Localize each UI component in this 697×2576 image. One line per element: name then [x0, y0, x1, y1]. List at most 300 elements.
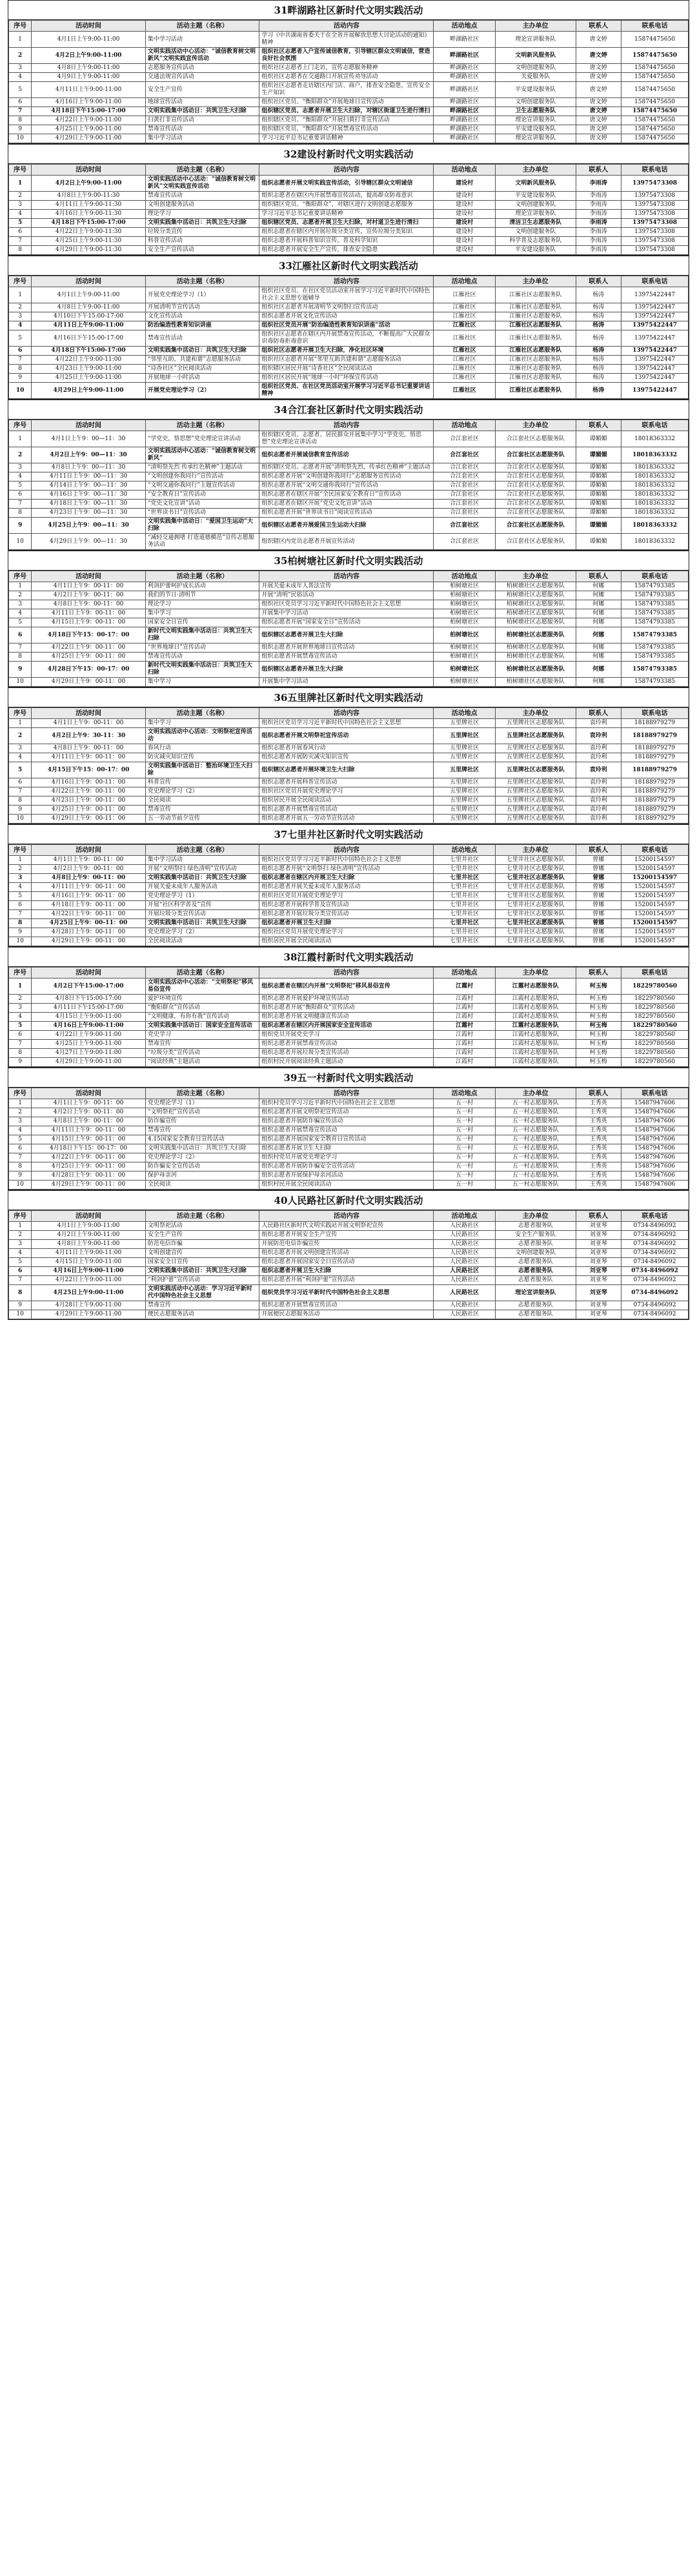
- table-row: [9, 719, 689, 728]
- cell-time: 4月1日上午9：00-11：00: [32, 856, 146, 865]
- cell-place: 畔湖路社区: [434, 125, 496, 134]
- cell-tel: 15487947606: [621, 1144, 689, 1153]
- cell-org: 七里井社区志愿服务队: [495, 937, 576, 946]
- cell-content: 组织志愿者开展防诈骗安全宣传活动: [259, 1162, 434, 1171]
- cell-tel: 15874475650: [621, 116, 689, 125]
- cell-person: 何娜: [576, 609, 621, 618]
- cell-time: 4月28日上午9：00-11：00: [32, 928, 146, 937]
- column-header: 活动时间: [32, 968, 146, 979]
- cell-person: 杨涛: [576, 312, 621, 321]
- table-row: [9, 447, 689, 463]
- cell-org: 江霞村志愿服务队: [495, 979, 576, 995]
- cell-n: 10: [9, 937, 32, 946]
- cell-tel: 18018363332: [621, 472, 689, 482]
- column-header: 活动主题（名称）: [145, 276, 259, 287]
- cell-place: 建设村: [434, 246, 496, 255]
- cell-org: 五一村志愿服务队: [495, 1099, 576, 1108]
- cell-time: 4月25日上午9:00-11:00: [32, 374, 146, 383]
- cell-n: 7: [9, 1040, 32, 1049]
- cell-n: 1: [9, 1222, 32, 1231]
- cell-org: 江霞村志愿服务队: [495, 1004, 576, 1013]
- table-row: [9, 321, 689, 330]
- cell-place: 五一村: [434, 1099, 496, 1108]
- cell-org: 合江套社区志愿服务队: [495, 447, 576, 463]
- cell-tel: 15200154597: [621, 874, 689, 883]
- column-header: 联系人: [576, 708, 621, 719]
- cell-content: 组织辖区党员、志愿者开展卫生大扫除，对村道卫生进行清扫: [259, 219, 434, 228]
- cell-tel: 13975422447: [621, 347, 689, 356]
- cell-place: 七里井社区: [434, 919, 496, 928]
- column-header: 活动地点: [434, 708, 496, 719]
- cell-place: 柏树塘社区: [434, 627, 496, 644]
- cell-n: 8: [9, 1285, 32, 1301]
- cell-theme: “衡阳群众”宣传活动: [145, 1004, 259, 1013]
- cell-n: 7: [9, 107, 32, 116]
- cell-theme: 党史理论学习（2）: [145, 1153, 259, 1162]
- cell-place: 柏树塘社区: [434, 582, 496, 591]
- cell-place: 五一村: [434, 1181, 496, 1190]
- cell-place: 畔湖路社区: [434, 107, 496, 116]
- cell-tel: 18018363332: [621, 491, 689, 500]
- activity-table: [8, 276, 689, 399]
- table-header-row: [9, 21, 689, 32]
- cell-tel: 18229780560: [621, 1031, 689, 1040]
- cell-theme: 集中学习活动: [145, 856, 259, 865]
- column-header: 活动内容: [259, 165, 434, 176]
- cell-theme: 禁毒宣传: [145, 1040, 259, 1049]
- column-header: 活动内容: [259, 1088, 434, 1099]
- cell-time: 4月25日上午9:00-11:00: [32, 1285, 146, 1301]
- cell-theme: 文明实践集中活动日：共筑卫生大扫除: [145, 107, 259, 116]
- section-title: 31畔湖路社区新时代文明实践活动: [8, 1, 689, 20]
- cell-tel: 18018363332: [621, 509, 689, 518]
- cell-theme: 禁毒宣传: [145, 806, 259, 815]
- table-row: [9, 176, 689, 192]
- table-row: [9, 1153, 689, 1162]
- column-header: 活动主题（名称）: [145, 571, 259, 582]
- cell-tel: 15487947606: [621, 1099, 689, 1108]
- cell-tel: 15487947606: [621, 1153, 689, 1162]
- cell-person: 柯玉梅: [576, 1049, 621, 1058]
- cell-content: 组织志愿者在辖区内开展卫生大扫除: [259, 874, 434, 883]
- cell-theme: 新时代文明实践集中活动日：共筑卫生大扫除: [145, 662, 259, 678]
- cell-org: 五一村志愿服务队: [495, 1162, 576, 1171]
- column-header: 活动内容: [259, 571, 434, 582]
- cell-theme: “安全教育日”宣传活动: [145, 491, 259, 500]
- column-header: 活动时间: [32, 845, 146, 856]
- cell-person: 何娜: [576, 644, 621, 653]
- cell-content: 组织志愿者开展卫生大扫除: [259, 1144, 434, 1153]
- cell-tel: 13975422447: [621, 312, 689, 321]
- cell-n: 2: [9, 728, 32, 744]
- table-row: [9, 192, 689, 201]
- cell-time: 4月29日上午9：00-11：00: [32, 815, 146, 824]
- table-row: [9, 662, 689, 678]
- cell-content: 组织居民开展全民阅读活动: [259, 796, 434, 806]
- table-row: [9, 134, 689, 143]
- cell-tel: 0734-8496092: [621, 1276, 689, 1285]
- column-header: 活动主题（名称）: [145, 165, 259, 176]
- cell-content: 组织志愿者开展文明实践宣传活动，引导辖区群众文明诚信: [259, 176, 434, 192]
- cell-theme: 文明实践活动中心活动：学习习近平新时代中国特色社会主义思想: [145, 1285, 259, 1301]
- cell-time: 4月16日上午9:00-11:00: [32, 1022, 146, 1031]
- cell-time: 4月25日上午9：00-11：00: [32, 1162, 146, 1171]
- cell-org: 柏树塘社区志愿服务队: [495, 678, 576, 687]
- table-row: [9, 865, 689, 874]
- cell-time: 4月29日上午9:00-11:00: [32, 1058, 146, 1067]
- cell-person: 杨涛: [576, 303, 621, 312]
- cell-place: 合江套社区: [434, 518, 496, 534]
- cell-content: 组织党员学习习近平新时代中国特色社会主义思想: [259, 1285, 434, 1301]
- cell-n: 4: [9, 609, 32, 618]
- cell-n: 8: [9, 509, 32, 518]
- section-title: 40人民路社区新时代文明实践活动: [8, 1191, 689, 1210]
- cell-time: 4月22日上午9：00-11：00: [32, 787, 146, 796]
- cell-time: 4月29日上午9:00-11:00: [32, 383, 146, 399]
- cell-content: 组织志愿者开展国家安全日宣传活动: [259, 1258, 434, 1267]
- cell-place: 江霞村: [434, 1022, 496, 1031]
- table-row: [9, 937, 689, 946]
- table-row: [9, 1108, 689, 1117]
- cell-person: 柯玉梅: [576, 1040, 621, 1049]
- cell-person: 唐文婷: [576, 98, 621, 107]
- cell-org: 江霞村志愿服务队: [495, 1040, 576, 1049]
- cell-n: 5: [9, 762, 32, 778]
- cell-person: 谭媚媚: [576, 500, 621, 509]
- cell-place: 江雁社区: [434, 303, 496, 312]
- cell-person: 袁玲利: [576, 719, 621, 728]
- activity-table: [8, 1210, 689, 1319]
- activity-table: [8, 20, 689, 143]
- section: [8, 551, 689, 687]
- column-header: 序号: [9, 420, 32, 431]
- column-header: 活动地点: [434, 571, 496, 582]
- column-header: 联系电话: [621, 968, 689, 979]
- cell-person: 唐文婷: [576, 107, 621, 116]
- table-row: [9, 1267, 689, 1276]
- cell-org: 文明创建服务队: [495, 201, 576, 210]
- cell-theme: 禁毒宣传: [145, 1301, 259, 1310]
- cell-theme: 交通法规宣传活动: [145, 73, 259, 82]
- cell-content: 组织志愿者开展文明祭祀宣传活动: [259, 728, 434, 744]
- cell-n: 4: [9, 1249, 32, 1258]
- column-header: 联系电话: [621, 276, 689, 287]
- cell-content: 组织社区志愿者开展清明节文明祭扫宣传活动: [259, 303, 434, 312]
- cell-org: 五里牌社区志愿服务队: [495, 744, 576, 753]
- cell-n: 6: [9, 778, 32, 787]
- cell-org: 五一村志愿服务队: [495, 1144, 576, 1153]
- cell-org: 江霞村志愿服务队: [495, 1058, 576, 1067]
- cell-n: 10: [9, 134, 32, 143]
- cell-n: 2: [9, 48, 32, 64]
- table-row: [9, 32, 689, 48]
- cell-time: 4月18日上午9：00-11：00: [32, 901, 146, 910]
- cell-org: 合江套社区志愿服务队: [495, 534, 576, 550]
- cell-org: 柏树塘社区志愿服务队: [495, 591, 576, 600]
- cell-place: 人民路社区: [434, 1231, 496, 1240]
- cell-org: 五里牌社区志愿服务队: [495, 806, 576, 815]
- cell-n: 4: [9, 321, 32, 330]
- cell-n: 7: [9, 787, 32, 796]
- cell-time: 4月2日上午9:00-11:00: [32, 176, 146, 192]
- table-row: [9, 246, 689, 255]
- cell-place: 合江套社区: [434, 463, 496, 472]
- cell-n: 1: [9, 719, 32, 728]
- cell-tel: 13975473308: [621, 219, 689, 228]
- cell-tel: 15874475650: [621, 82, 689, 98]
- cell-person: 王秀英: [576, 1144, 621, 1153]
- cell-place: 人民路社区: [434, 1222, 496, 1231]
- column-header: 活动时间: [32, 21, 146, 32]
- cell-content: 组织辖区党员、“衡阳群众”开展禁毒宣传活动: [259, 125, 434, 134]
- cell-tel: 18188979279: [621, 728, 689, 744]
- cell-tel: 0734-8496092: [621, 1222, 689, 1231]
- cell-place: 七里井社区: [434, 874, 496, 883]
- table-row: [9, 64, 689, 73]
- column-header: 联系人: [576, 21, 621, 32]
- cell-n: 8: [9, 116, 32, 125]
- cell-org: 志愿者服务队: [495, 1240, 576, 1249]
- cell-content: 组织志愿者开展“文明创建你我同行”志愿服务宣传活动: [259, 472, 434, 482]
- table-row: [9, 979, 689, 995]
- cell-person: 何娜: [576, 591, 621, 600]
- cell-time: 4月2日上午9：00—11：30: [32, 447, 146, 463]
- cell-tel: 15487947606: [621, 1171, 689, 1181]
- cell-person: 柯玉梅: [576, 1058, 621, 1067]
- table-row: [9, 303, 689, 312]
- cell-n: 7: [9, 910, 32, 919]
- cell-time: 4月18日下午15：00-17：00: [32, 627, 146, 644]
- cell-place: 建设村: [434, 219, 496, 228]
- cell-time: 4月2日上午9：00-11：00: [32, 591, 146, 600]
- cell-theme: 开展垃圾分类宣传活动: [145, 910, 259, 919]
- cell-content: 组织志愿者开展“文明交通你我同行”宣传活动: [259, 482, 434, 491]
- cell-tel: 18018363332: [621, 534, 689, 550]
- table-row: [9, 509, 689, 518]
- cell-person: 曾娜: [576, 901, 621, 910]
- cell-theme: 便民志愿服务活动: [145, 1310, 259, 1319]
- cell-org: 理论宣讲服务队: [495, 210, 576, 219]
- cell-tel: 15874475650: [621, 48, 689, 64]
- cell-org: 志愿者服务队: [495, 1222, 576, 1231]
- cell-time: 4月1日上午9：00-11：00: [32, 719, 146, 728]
- cell-tel: 18018363332: [621, 482, 689, 491]
- table-row: [9, 815, 689, 824]
- cell-n: 4: [9, 210, 32, 219]
- section: [8, 144, 689, 256]
- cell-content: 学习习近平总书记重要讲话精神: [259, 134, 434, 143]
- cell-person: 谭媚媚: [576, 509, 621, 518]
- cell-content: 组织志愿者在辖区内开展国家安全宣传活动: [259, 1022, 434, 1031]
- column-header: 活动主题（名称）: [145, 845, 259, 856]
- cell-place: 江霞村: [434, 979, 496, 995]
- cell-place: 七里井社区: [434, 901, 496, 910]
- cell-org: 五里牌社区志愿服务队: [495, 762, 576, 778]
- cell-theme: 文明实践集中活动日：共筑卫生大扫除: [145, 1144, 259, 1153]
- table-row: [9, 1162, 689, 1171]
- cell-place: 江雁社区: [434, 312, 496, 321]
- cell-place: 五一村: [434, 1162, 496, 1171]
- cell-theme: “文明健康，有你有我”宣传活动: [145, 1013, 259, 1022]
- cell-content: 组织辖区党员、志愿者开展“清明祭先烈，传承红色精神”主题活动: [259, 463, 434, 472]
- cell-org: 理论宣讲服务队: [495, 134, 576, 143]
- section: [8, 687, 689, 824]
- column-header: 主办单位: [495, 1211, 576, 1222]
- cell-content: 组织辖区党员、“衡阳群众”，对辖区进行文明创建志愿服务: [259, 201, 434, 210]
- cell-content: 组织志愿者开展春风行动: [259, 744, 434, 753]
- cell-tel: 13975473308: [621, 246, 689, 255]
- cell-time: 4月1日上午9：00-11：00: [32, 1099, 146, 1108]
- cell-org: 柏树塘社区志愿服务队: [495, 653, 576, 662]
- cell-content: 组织辖区内党员志愿者开展宣传活动: [259, 534, 434, 550]
- cell-content: 组织党员开展党史学习: [259, 1031, 434, 1040]
- cell-content: 学习习近平总书记重要讲话精神: [259, 210, 434, 219]
- cell-time: 4月10日下午15:00-17:00: [32, 312, 146, 321]
- cell-tel: 0734-8496092: [621, 1231, 689, 1240]
- cell-place: 江霞村: [434, 1058, 496, 1067]
- cell-content: 学习《中共湖南省委关于在全省开展解放思想大讨论活动的通知》精神: [259, 32, 434, 48]
- cell-org: 文明创建服务队: [495, 1249, 576, 1258]
- cell-tel: 13975422447: [621, 303, 689, 312]
- cell-n: 6: [9, 901, 32, 910]
- table-row: [9, 1171, 689, 1181]
- section: [8, 1190, 689, 1320]
- table-row: [9, 107, 689, 116]
- cell-content: 组织志愿者开展禁毒宣传活动: [259, 1126, 434, 1135]
- column-header: 活动主题（名称）: [145, 1211, 259, 1222]
- cell-n: 3: [9, 1117, 32, 1126]
- cell-org: 江雁社区志愿服务队: [495, 365, 576, 374]
- table-row: [9, 1181, 689, 1190]
- cell-content: 组织志愿者开展保护母亲河活动: [259, 1171, 434, 1181]
- cell-theme: “诗香社区”全民阅读活动: [145, 365, 259, 374]
- cell-org: 五里牌社区志愿服务队: [495, 815, 576, 824]
- cell-theme: “世界地球日”宣传活动: [145, 644, 259, 653]
- cell-tel: 18188979279: [621, 787, 689, 796]
- cell-place: 五里牌社区: [434, 744, 496, 753]
- column-header: 活动时间: [32, 420, 146, 431]
- cell-person: 何娜: [576, 662, 621, 678]
- cell-tel: 0734-8496092: [621, 1267, 689, 1276]
- cell-n: 6: [9, 1031, 32, 1040]
- cell-content: 组织村民开展全民阅读活动: [259, 1181, 434, 1190]
- table-row: [9, 1058, 689, 1067]
- cell-tel: 18018363332: [621, 447, 689, 463]
- cell-org: 江雁社区志愿服务队: [495, 356, 576, 365]
- cell-time: 4月16日上午9：00—11：30: [32, 491, 146, 500]
- cell-theme: 文明实践活动中心活动：“文明祭祀”移风易俗宣传: [145, 979, 259, 995]
- cell-n: 9: [9, 1301, 32, 1310]
- cell-person: 唐文婷: [576, 116, 621, 125]
- cell-org: 文明创建服务队: [495, 228, 576, 237]
- cell-place: 五里牌社区: [434, 753, 496, 762]
- column-header: 活动主题（名称）: [145, 1088, 259, 1099]
- cell-n: 7: [9, 1153, 32, 1162]
- cell-place: 建设村: [434, 192, 496, 201]
- cell-place: 江霞村: [434, 1031, 496, 1040]
- cell-content: 组织志愿者开展文明祭祀宣传活动: [259, 1108, 434, 1117]
- table-row: [9, 618, 689, 627]
- cell-theme: 集中学习: [145, 719, 259, 728]
- cell-time: 4月8日上午9:00-11:00: [32, 303, 146, 312]
- table-header-row: [9, 420, 689, 431]
- cell-content: 组织志愿者开展“国家安全日”宣传活动: [259, 618, 434, 627]
- column-header: 活动地点: [434, 276, 496, 287]
- cell-tel: 0734-8496092: [621, 1285, 689, 1301]
- cell-content: 组织社区党员学习习近平新时代中国特色社会主义思想: [259, 856, 434, 865]
- cell-content: 组织志愿者开展科普知识宣传，普及科学知识: [259, 237, 434, 246]
- cell-n: 2: [9, 303, 32, 312]
- cell-tel: 13975473308: [621, 228, 689, 237]
- cell-theme: “文明创建你我同行”宣传活动: [145, 472, 259, 482]
- cell-org: 七里井社区志愿服务队: [495, 856, 576, 865]
- cell-person: 王秀英: [576, 1181, 621, 1190]
- cell-content: 开展关爱未成年人普法宣传: [259, 582, 434, 591]
- cell-n: 4: [9, 1013, 32, 1022]
- cell-time: 4月25日上午9：00—11：30: [32, 518, 146, 534]
- cell-person: 刘亚琴: [576, 1267, 621, 1276]
- cell-place: 合江套社区: [434, 491, 496, 500]
- cell-org: 平安建设服务队: [495, 125, 576, 134]
- cell-person: 王秀英: [576, 1117, 621, 1126]
- cell-tel: 15874475650: [621, 134, 689, 143]
- cell-tel: 18018363332: [621, 463, 689, 472]
- cell-tel: 15200154597: [621, 901, 689, 910]
- cell-time: 4月29日上午9：00-11：00: [32, 1181, 146, 1190]
- cell-tel: 15200154597: [621, 856, 689, 865]
- cell-n: 1: [9, 32, 32, 48]
- table-row: [9, 1049, 689, 1058]
- cell-tel: 15874793385: [621, 662, 689, 678]
- column-header: 活动地点: [434, 1211, 496, 1222]
- cell-n: 7: [9, 237, 32, 246]
- cell-content: 组织辖区志愿者开展卫生大扫除: [259, 627, 434, 644]
- cell-place: 江霞村: [434, 1013, 496, 1022]
- cell-content: 组织志愿者在辖区开展“全民国家安全教育日”宣传活动: [259, 491, 434, 500]
- cell-time: 4月1日上午9:00-11:00: [32, 1222, 146, 1231]
- cell-content: 开展便民志愿服务活动: [259, 1310, 434, 1319]
- cell-org: 志愿者服务队: [495, 1267, 576, 1276]
- cell-place: 五里牌社区: [434, 778, 496, 787]
- cell-place: 七里井社区: [434, 928, 496, 937]
- cell-org: 五里牌社区志愿服务队: [495, 728, 576, 744]
- cell-theme: 文明实践集中活动日：共筑卫生大扫除: [145, 874, 259, 883]
- cell-content: 开展集中学习活动: [259, 609, 434, 618]
- cell-org: 江雁社区志愿服务队: [495, 374, 576, 383]
- table-row: [9, 1135, 689, 1144]
- cell-n: 3: [9, 1004, 32, 1013]
- cell-theme: “清明祭先烈 传承红色精神”主题活动: [145, 463, 259, 472]
- cell-place: 畔湖路社区: [434, 73, 496, 82]
- activity-table: [8, 571, 689, 687]
- cell-n: 3: [9, 312, 32, 321]
- table-header-row: [9, 1088, 689, 1099]
- column-header: 活动主题（名称）: [145, 420, 259, 431]
- cell-content: 组织辖区志愿者开展卫生大扫除: [259, 662, 434, 678]
- cell-org: 柏树塘社区志愿服务队: [495, 662, 576, 678]
- cell-person: 袁玲利: [576, 753, 621, 762]
- cell-theme: 集中学习活动: [145, 134, 259, 143]
- table-row: [9, 312, 689, 321]
- cell-time: 4月25日上午9：00-11：00: [32, 653, 146, 662]
- cell-n: 4: [9, 73, 32, 82]
- cell-tel: 18188979279: [621, 719, 689, 728]
- cell-place: 合江套社区: [434, 431, 496, 447]
- cell-person: 谭媚媚: [576, 491, 621, 500]
- column-header: 联系电话: [621, 21, 689, 32]
- cell-place: 人民路社区: [434, 1240, 496, 1249]
- cell-content: 组织志愿者开展文化宣传活动: [259, 312, 434, 321]
